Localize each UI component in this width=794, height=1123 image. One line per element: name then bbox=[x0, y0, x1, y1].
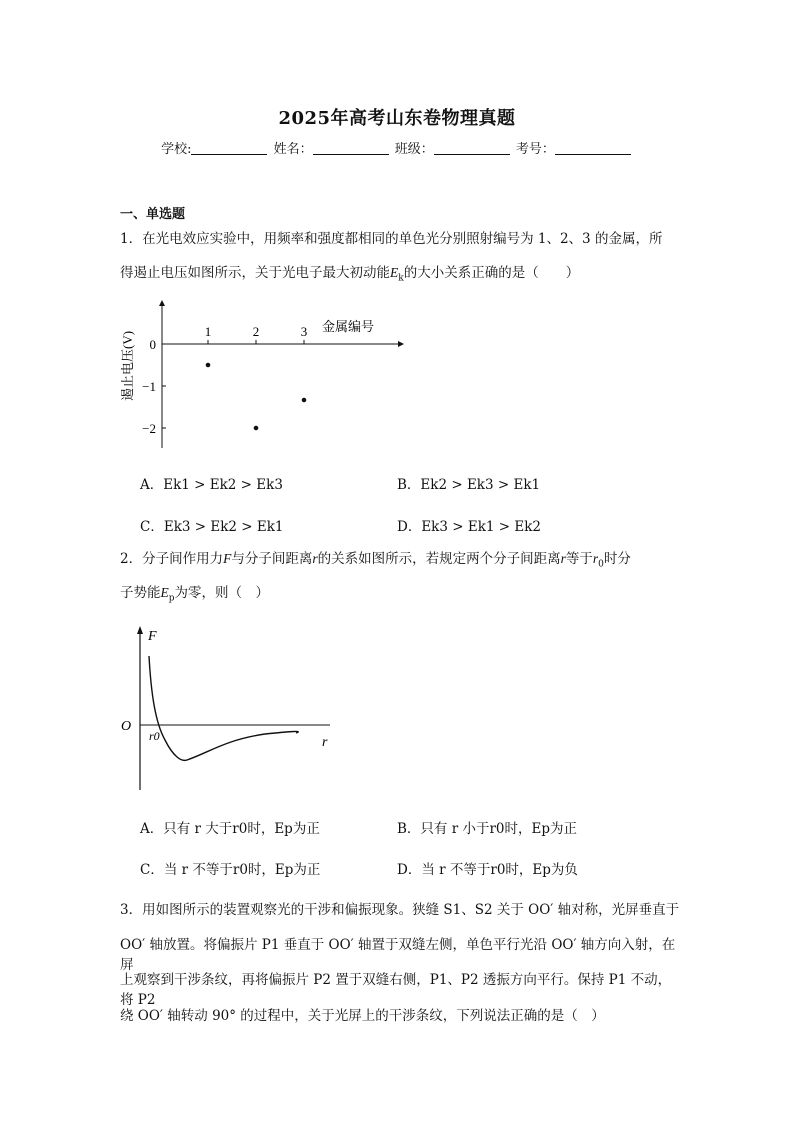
q2-graph-F-label: F bbox=[148, 629, 157, 644]
q2-var-r0-sub: 0 bbox=[598, 559, 604, 570]
q1-option-a-text: Ek1 > Ek2 > Ek3 bbox=[163, 477, 283, 493]
q1-ek-var: E bbox=[390, 265, 399, 280]
q2-option-c-text: 当 r 不等于r0时，Ep为正 bbox=[163, 862, 321, 878]
q1-xlabel: 金属编号 bbox=[322, 319, 375, 334]
q1-option-d-label: D． bbox=[397, 519, 422, 535]
q2-graph-r0-label: r0 bbox=[149, 729, 160, 743]
q1-stopping-voltage-chart bbox=[110, 298, 410, 458]
q1-xtick-label-3: 3 bbox=[300, 324, 308, 339]
q2-force-curve bbox=[149, 656, 298, 760]
q1-option-b-text: Ek2 > Ek3 > Ek1 bbox=[420, 477, 541, 493]
q2-option-d[interactable] bbox=[397, 858, 578, 878]
q1-option-c[interactable] bbox=[140, 515, 284, 535]
q1-line2 bbox=[120, 263, 680, 289]
q1-line2-pre: 得遏止电压如图所示，关于光电子最大初动能 bbox=[120, 265, 390, 281]
student-info-line bbox=[0, 138, 794, 157]
q2-line1-b: 与分子间距离 bbox=[231, 551, 313, 567]
q2-var-E-sub: p bbox=[168, 593, 175, 604]
q2-option-a-label: A． bbox=[140, 821, 164, 837]
q2-line1-c: 的关系如图所示，若规定两个分子间距离 bbox=[317, 551, 561, 567]
q1-ytick-label-neg2: −2 bbox=[142, 421, 156, 436]
q1-option-b-label: B． bbox=[397, 477, 421, 493]
q1-option-a-label: A． bbox=[140, 477, 164, 493]
q1-line1: 1．在光电效应实验中，用频率和强度都相同的单色光分别照射编号为 1、2、3 的金属，所 bbox=[120, 231, 663, 247]
q2-var-r2: r bbox=[560, 551, 566, 566]
q1-option-d[interactable] bbox=[397, 515, 541, 535]
q1-ytick-label-0: 0 bbox=[149, 337, 156, 352]
q3-line1: 3．用如图所示的装置观察光的干涉和偏振现象。狭缝 S1、S2 关于 OO′ 轴对称，光屏垂直于 bbox=[120, 902, 680, 918]
class-label: 班级： bbox=[394, 142, 434, 157]
q1-ytick-label-neg1: −1 bbox=[142, 379, 156, 394]
q1-line2-post: 的大小关系正确的是（ ） bbox=[403, 265, 580, 281]
q2-line1 bbox=[120, 549, 680, 575]
q2-option-a-text: 只有 r 大于r0时，Ep为正 bbox=[163, 821, 320, 837]
id-label: 考号： bbox=[515, 142, 555, 157]
q1-point-metal-1 bbox=[206, 363, 211, 368]
q1-xtick-label-2: 2 bbox=[252, 324, 260, 339]
q1-option-c-text: Ek3 > Ek2 > Ek1 bbox=[163, 519, 284, 535]
q2-F-arrow bbox=[137, 626, 143, 634]
q3-line4: 绕 OO′ 轴转动 90° 的过程中，关于光屏上的干涉条纹，下列说法正确的是（ ） bbox=[120, 1008, 605, 1024]
school-label: 学校: bbox=[161, 142, 192, 157]
q3-line3: 上观察到干涉条纹，再将偏振片 P2 置于双缝右侧，P1、P2 透振方向平行。保持 P1 不动，将 P2 bbox=[120, 972, 672, 1008]
q2-option-d-label: D． bbox=[397, 862, 422, 878]
q1-x-arrow bbox=[398, 341, 404, 347]
school-blank[interactable] bbox=[191, 142, 267, 155]
q2-line1-d: 等于 bbox=[565, 551, 593, 567]
q1-y-arrow bbox=[159, 300, 165, 306]
q2-var-E: E bbox=[160, 585, 169, 600]
q2-option-b[interactable] bbox=[397, 817, 577, 837]
q2-graph-r-label: r bbox=[322, 735, 328, 750]
q2-line1-a: 2．分子间作用力 bbox=[120, 551, 224, 567]
q2-option-a[interactable] bbox=[140, 817, 320, 837]
page-title: 2025年高考山东卷物理真题 bbox=[278, 108, 516, 129]
q2-var-F: F bbox=[223, 551, 232, 566]
q2-line2 bbox=[120, 583, 680, 609]
id-blank[interactable] bbox=[555, 142, 631, 155]
q2-line2-b: 为零，则（ ） bbox=[174, 585, 270, 601]
q2-graph-O-label: O bbox=[121, 719, 132, 734]
q1-ylabel: 遏止电压(V) bbox=[120, 330, 135, 402]
q2-force-distance-graph bbox=[115, 622, 345, 794]
q2-option-d-text: 当 r 不等于r0时，Ep为负 bbox=[421, 862, 578, 878]
q2-option-c[interactable] bbox=[140, 858, 320, 878]
q1-option-b[interactable] bbox=[397, 473, 540, 493]
q2-option-b-label: B． bbox=[397, 821, 421, 837]
name-label: 姓名： bbox=[273, 142, 313, 157]
q2-line2-a: 子势能 bbox=[120, 585, 161, 601]
class-blank[interactable] bbox=[434, 142, 510, 155]
q2-var-r0: r bbox=[592, 551, 599, 566]
q2-line1-e: 时分 bbox=[603, 551, 631, 567]
q1-option-d-text: Ek3 > Ek1 > Ek2 bbox=[421, 519, 541, 535]
q2-option-c-label: C． bbox=[140, 862, 164, 878]
name-blank[interactable] bbox=[313, 142, 389, 155]
q1-xtick-label-1: 1 bbox=[204, 324, 212, 339]
section-heading: 一、单选题 bbox=[120, 207, 186, 222]
q2-option-b-text: 只有 r 小于r0时，Ep为正 bbox=[420, 821, 577, 837]
q1-point-metal-2 bbox=[254, 426, 259, 431]
q1-option-a[interactable] bbox=[140, 473, 283, 493]
q1-point-metal-3 bbox=[302, 398, 307, 403]
q2-var-r: r bbox=[312, 551, 318, 566]
q1-ek-sub: k bbox=[398, 273, 404, 284]
q3-line2: OO′ 轴放置。将偏振片 P1 垂直于 OO′ 轴置于双缝左侧，单色平行光沿 OO′ 轴方向入射，在屏 bbox=[120, 937, 676, 973]
q1-option-c-label: C． bbox=[140, 519, 164, 535]
